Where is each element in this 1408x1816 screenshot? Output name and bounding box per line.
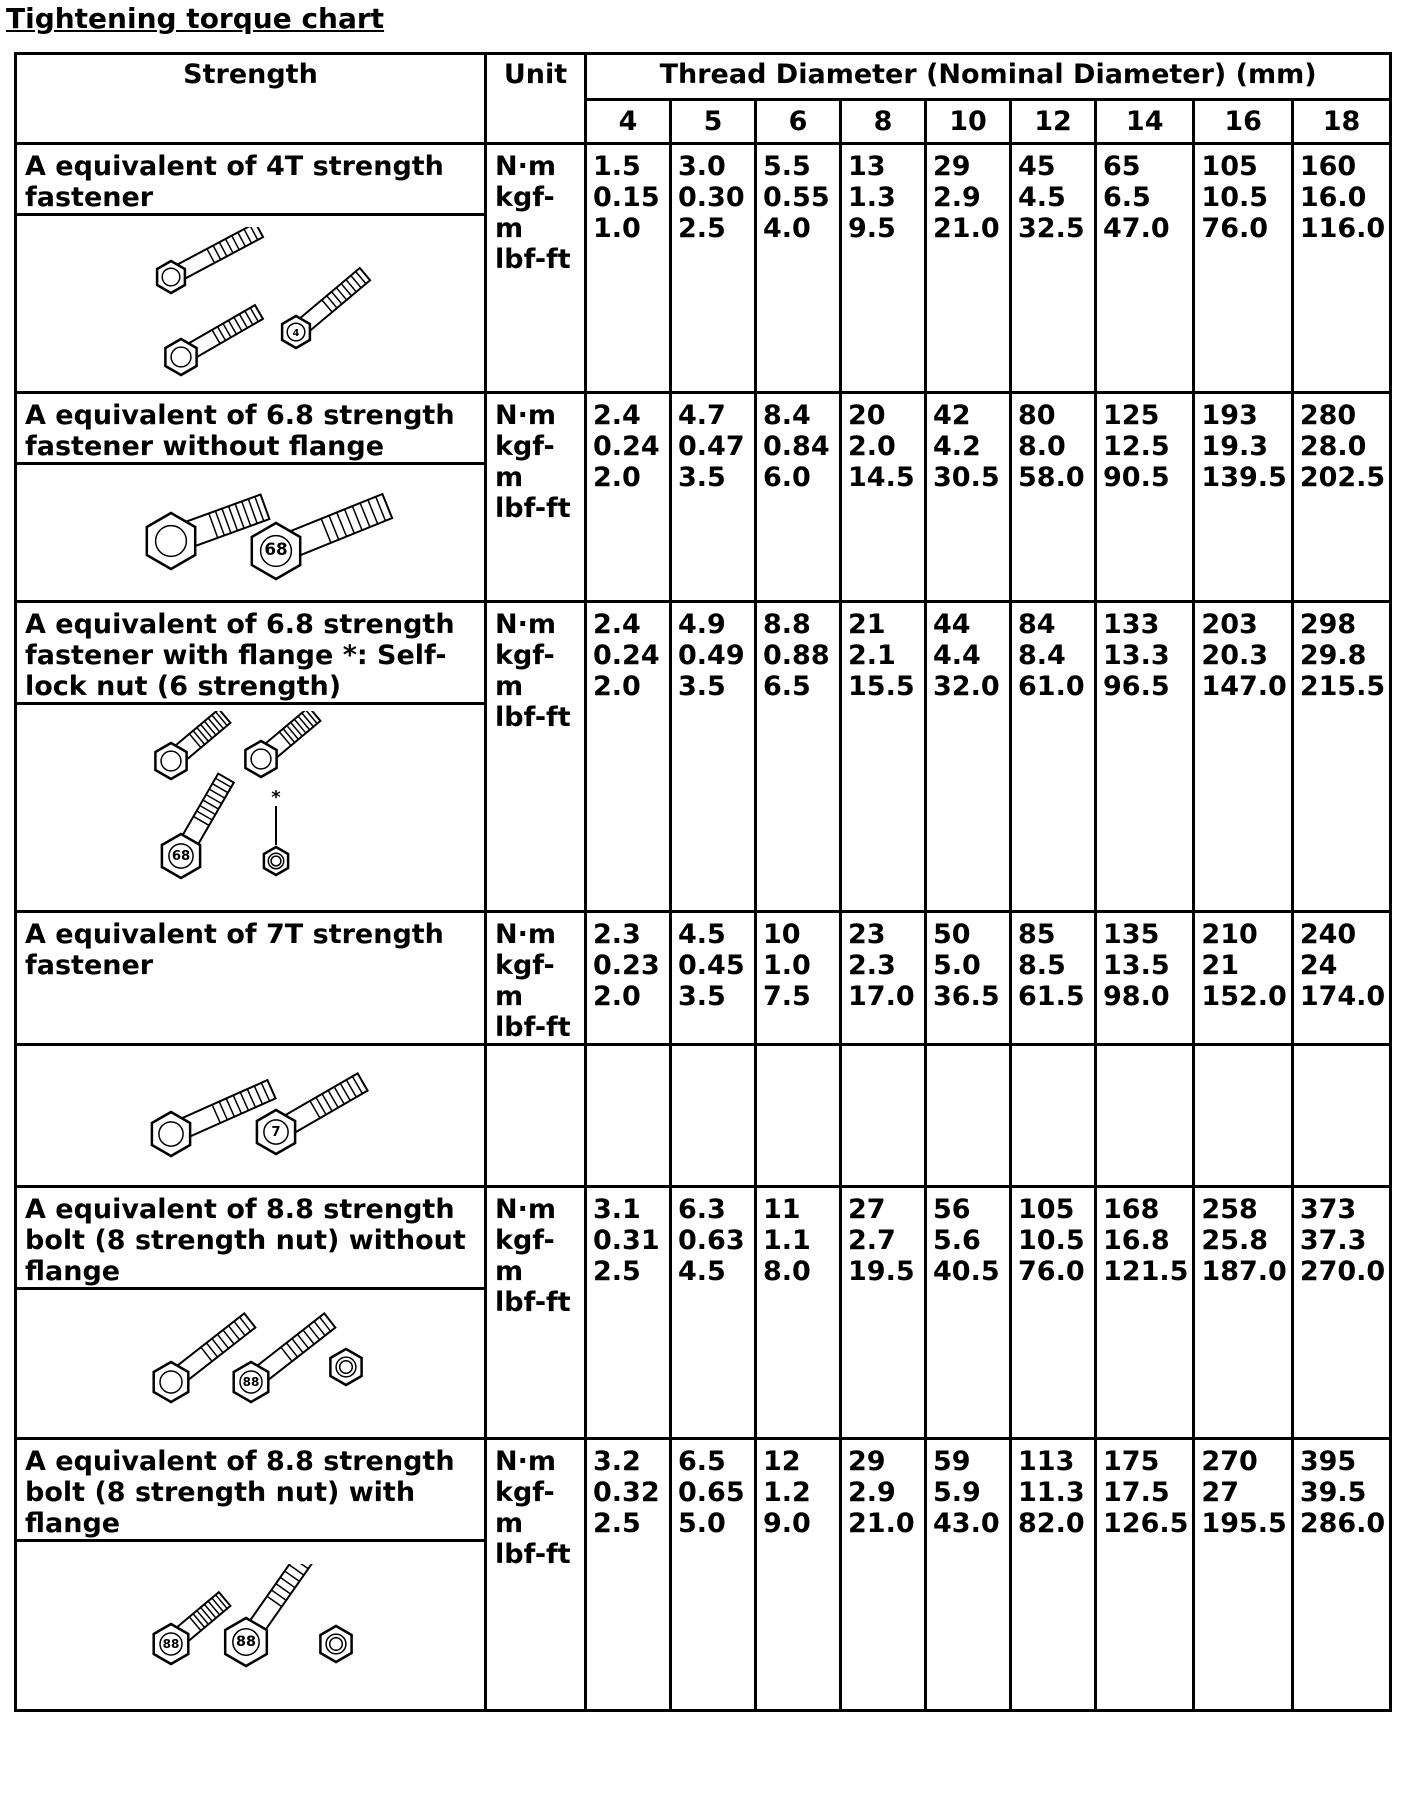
torque-value: 4.4: [933, 640, 981, 671]
unit-cell: [486, 144, 586, 393]
torque-value: 4.7: [678, 400, 726, 431]
torque-value: 240: [1299, 919, 1357, 950]
torque-cell-10: [926, 393, 1011, 602]
torque-cell-10: [926, 1187, 1011, 1439]
torque-value: 0.30: [678, 182, 745, 213]
torque-cell-4: [586, 144, 671, 393]
torque-value: 59: [933, 1446, 971, 1477]
torque-value: 43.0: [933, 1508, 1000, 1539]
torque-value: 11: [763, 1194, 801, 1225]
torque-cell-5: [671, 393, 756, 602]
torque-cell-4: [586, 393, 671, 602]
torque-value: 2.5: [593, 1256, 641, 1287]
torque-value: 98.0: [1103, 981, 1170, 1012]
torque-value: 160: [1299, 151, 1357, 182]
torque-value: 4.5: [1018, 182, 1066, 213]
diameter-header-5: 5: [671, 100, 756, 144]
torque-cell-8: [841, 393, 926, 602]
torque-value: 2.3: [848, 950, 896, 981]
torque-value: 36.5: [933, 981, 1000, 1012]
unit-line: kgf-: [495, 1477, 555, 1508]
torque-value: 105: [1201, 151, 1258, 182]
diameter-header-8: 8: [841, 100, 926, 144]
torque-cell-5: [671, 1187, 756, 1439]
svg-text:88: 88: [162, 1636, 179, 1651]
torque-value: 135: [1103, 919, 1160, 950]
torque-value: 21: [848, 609, 886, 640]
unit-cell: [486, 1439, 586, 1711]
unit-line: N·m: [495, 1194, 556, 1225]
empty-cell: [1292, 1045, 1390, 1187]
torque-cell-16: [1194, 912, 1292, 1045]
torque-value: 373: [1299, 1194, 1357, 1225]
torque-cell-18: [1292, 144, 1390, 393]
torque-value: 0.23: [593, 950, 660, 981]
torque-value: 3.1: [593, 1194, 641, 1225]
torque-value: 2.0: [593, 671, 641, 702]
unit-line: m: [495, 671, 524, 702]
torque-value: 125: [1103, 400, 1160, 431]
torque-value: 139.5: [1201, 462, 1287, 493]
torque-cell-18: [1292, 912, 1390, 1045]
torque-value: 9.5: [848, 213, 896, 244]
svg-text:68: 68: [171, 848, 190, 864]
torque-value: 8.4: [1018, 640, 1066, 671]
torque-value: 4.5: [678, 919, 726, 950]
torque-cell-18: [1292, 393, 1390, 602]
torque-value: 8.0: [763, 1256, 811, 1287]
torque-value: 6.3: [678, 1194, 726, 1225]
torque-value: 16.0: [1299, 182, 1367, 213]
unit-line: kgf-: [495, 1225, 555, 1256]
diameter-header-16: 16: [1194, 100, 1292, 144]
torque-cell-10: [926, 1439, 1011, 1711]
torque-value: 11.3: [1018, 1477, 1085, 1508]
empty-cell: [1194, 1045, 1292, 1187]
torque-value: 58.0: [1018, 462, 1085, 493]
torque-value: 258: [1201, 1194, 1258, 1225]
bolts-7t-icon: [101, 1064, 401, 1164]
torque-value: 76.0: [1018, 1256, 1085, 1287]
strength-name: A equivalent of 7T strength fastener: [16, 912, 486, 1045]
torque-value: 2.0: [848, 431, 896, 462]
fastener-illustration: [16, 215, 486, 393]
torque-value: 195.5: [1201, 1508, 1287, 1539]
bolts-6-8-no-flange-icon: [101, 476, 401, 586]
torque-value: 24: [1299, 950, 1338, 981]
torque-value: 10.5: [1201, 182, 1269, 213]
torque-value: 121.5: [1103, 1256, 1189, 1287]
torque-cell-12: [1011, 1187, 1096, 1439]
fastener-illustration: [16, 1541, 486, 1711]
unit-line: lbf-ft: [495, 702, 571, 733]
torque-cell-18: [1292, 602, 1390, 912]
torque-value: 0.63: [678, 1225, 745, 1256]
torque-value: 29.8: [1299, 640, 1367, 671]
strength-name: A equivalent of 4T strength fastener: [16, 144, 486, 215]
torque-value: 32.0: [933, 671, 1000, 702]
torque-cell-4: [586, 912, 671, 1045]
torque-cell-4: [586, 1439, 671, 1711]
diameter-header-14: 14: [1096, 100, 1194, 144]
torque-value: 82.0: [1018, 1508, 1085, 1539]
torque-value: 56: [933, 1194, 971, 1225]
torque-value: 105: [1018, 1194, 1075, 1225]
torque-value: 90.5: [1103, 462, 1170, 493]
torque-cell-14: [1096, 602, 1194, 912]
torque-value: 5.5: [763, 151, 811, 182]
torque-value: 187.0: [1201, 1256, 1287, 1287]
svg-text:88: 88: [235, 1633, 256, 1650]
torque-cell-18: [1292, 1439, 1390, 1711]
torque-value: 193: [1201, 400, 1258, 431]
torque-value: 210: [1201, 919, 1258, 950]
unit-line: N·m: [495, 919, 556, 950]
unit-line: lbf-ft: [495, 493, 571, 524]
torque-value: 5.6: [933, 1225, 981, 1256]
thread-diameter-header: Thread Diameter (Nominal Diameter) (mm): [586, 54, 1391, 100]
bolts-6-8-flange-icon: [101, 711, 401, 901]
unit-cell: [486, 1187, 586, 1439]
torque-value: 5.0: [933, 950, 981, 981]
unit-line: kgf-: [495, 950, 555, 981]
torque-table: [14, 52, 1392, 1712]
torque-cell-4: [586, 602, 671, 912]
torque-cell-10: [926, 912, 1011, 1045]
torque-value: 12: [763, 1446, 801, 1477]
torque-value: 3.5: [678, 671, 726, 702]
torque-cell-6: [756, 144, 841, 393]
torque-cell-14: [1096, 912, 1194, 1045]
diameter-header-10: 10: [926, 100, 1011, 144]
torque-value: 147.0: [1201, 671, 1287, 702]
strength-name: A equivalent of 8.8 strength bolt (8 strength nut) with flange: [16, 1439, 486, 1541]
torque-value: 2.1: [848, 640, 896, 671]
torque-value: 168: [1103, 1194, 1160, 1225]
torque-value: 65: [1103, 151, 1141, 182]
torque-value: 3.5: [678, 981, 726, 1012]
unit-cell: [486, 393, 586, 602]
torque-value: 202.5: [1299, 462, 1386, 493]
torque-value: 76.0: [1201, 213, 1269, 244]
torque-value: 1.1: [763, 1225, 811, 1256]
torque-value: 2.9: [933, 182, 981, 213]
torque-value: 6.5: [763, 671, 811, 702]
torque-value: 13: [848, 151, 886, 182]
torque-value: 3.0: [678, 151, 726, 182]
torque-value: 0.88: [763, 640, 830, 671]
torque-cell-6: [756, 393, 841, 602]
strength-name: A equivalent of 6.8 strength fastener without flange: [16, 393, 486, 464]
torque-value: 17.0: [848, 981, 915, 1012]
unit-line: kgf-: [495, 182, 555, 213]
torque-value: 1.3: [848, 182, 896, 213]
svg-text:68: 68: [263, 538, 288, 559]
bolts-8-8-flange-icon: [101, 1564, 401, 1684]
torque-cell-6: [756, 912, 841, 1045]
torque-value: 2.5: [678, 213, 726, 244]
fastener-illustration: [16, 704, 486, 912]
torque-value: 37.3: [1299, 1225, 1367, 1256]
unit-line: N·m: [495, 1446, 556, 1477]
torque-value: 0.31: [593, 1225, 660, 1256]
unit-line: kgf-: [495, 640, 555, 671]
torque-value: 28.0: [1299, 431, 1367, 462]
empty-cell: [586, 1045, 671, 1187]
torque-cell-8: [841, 912, 926, 1045]
torque-value: 0.45: [678, 950, 745, 981]
torque-value: 45: [1018, 151, 1056, 182]
torque-cell-5: [671, 912, 756, 1045]
torque-value: 8.0: [1018, 431, 1066, 462]
torque-value: 1.2: [763, 1477, 811, 1508]
torque-value: 6.5: [678, 1446, 726, 1477]
unit-line: m: [495, 1508, 524, 1539]
torque-cell-16: [1194, 393, 1292, 602]
torque-value: 13.5: [1103, 950, 1170, 981]
torque-value: 2.7: [848, 1225, 896, 1256]
torque-value: 2.3: [593, 919, 641, 950]
torque-value: 0.32: [593, 1477, 660, 1508]
torque-cell-12: [1011, 144, 1096, 393]
torque-value: 0.24: [593, 640, 660, 671]
torque-cell-6: [756, 602, 841, 912]
diameter-header-12: 12: [1011, 100, 1096, 144]
torque-value: 1.5: [593, 151, 641, 182]
torque-value: 12.5: [1103, 431, 1170, 462]
torque-value: 1.0: [593, 213, 641, 244]
torque-value: 5.9: [933, 1477, 981, 1508]
torque-value: 20.3: [1201, 640, 1269, 671]
strength-name: A equivalent of 6.8 strength fastener with flange *: Self-lock nut (6 strength): [16, 602, 486, 704]
torque-value: 61.0: [1018, 671, 1085, 702]
torque-cell-14: [1096, 393, 1194, 602]
bolts-8-8-no-flange-icon: [101, 1307, 401, 1417]
torque-cell-18: [1292, 1187, 1390, 1439]
torque-cell-16: [1194, 144, 1292, 393]
torque-value: 133: [1103, 609, 1160, 640]
empty-cell: [1096, 1045, 1194, 1187]
torque-value: 19.5: [848, 1256, 915, 1287]
torque-value: 2.4: [593, 609, 641, 640]
torque-value: 2.5: [593, 1508, 641, 1539]
torque-cell-12: [1011, 1439, 1096, 1711]
empty-cell: [841, 1045, 926, 1187]
torque-value: 298: [1299, 609, 1357, 640]
unit-line: m: [495, 981, 524, 1012]
torque-cell-14: [1096, 1187, 1194, 1439]
torque-value: 3.5: [678, 462, 726, 493]
torque-value: 61.5: [1018, 981, 1085, 1012]
torque-value: 10: [763, 919, 801, 950]
strength-header: Strength: [16, 54, 486, 144]
unit-line: N·m: [495, 400, 556, 431]
fastener-illustration: [16, 1289, 486, 1439]
torque-value: 395: [1299, 1446, 1357, 1477]
torque-value: 0.49: [678, 640, 745, 671]
torque-value: 32.5: [1018, 213, 1085, 244]
torque-value: 8.8: [763, 609, 811, 640]
unit-cell: [486, 602, 586, 912]
torque-cell-12: [1011, 602, 1096, 912]
torque-cell-16: [1194, 602, 1292, 912]
torque-value: 3.2: [593, 1446, 641, 1477]
torque-value: 21.0: [848, 1508, 915, 1539]
torque-value: 85: [1018, 919, 1056, 950]
diameter-header-4: 4: [586, 100, 671, 144]
unit-line: m: [495, 1256, 524, 1287]
torque-value: 27: [848, 1194, 886, 1225]
torque-value: 270: [1201, 1446, 1258, 1477]
torque-value: 39.5: [1299, 1477, 1367, 1508]
torque-value: 96.5: [1103, 671, 1170, 702]
torque-cell-16: [1194, 1187, 1292, 1439]
svg-text:88: 88: [242, 1374, 259, 1389]
torque-value: 5.0: [678, 1508, 726, 1539]
svg-text:4: 4: [292, 327, 299, 339]
torque-value: 203: [1201, 609, 1258, 640]
unit-line: lbf-ft: [495, 1012, 571, 1043]
torque-value: 84: [1018, 609, 1056, 640]
torque-value: 2.4: [593, 400, 641, 431]
torque-value: 16.8: [1103, 1225, 1170, 1256]
torque-cell-4: [586, 1187, 671, 1439]
torque-cell-8: [841, 602, 926, 912]
torque-value: 0.47: [678, 431, 745, 462]
torque-value: 113: [1018, 1446, 1075, 1477]
torque-value: 116.0: [1299, 213, 1386, 244]
svg-text:*: *: [270, 786, 281, 808]
torque-value: 19.3: [1201, 431, 1269, 462]
torque-value: 10.5: [1018, 1225, 1085, 1256]
torque-value: 23: [848, 919, 886, 950]
torque-value: 7.5: [763, 981, 811, 1012]
torque-value: 286.0: [1299, 1508, 1386, 1539]
torque-cell-8: [841, 1439, 926, 1711]
torque-value: 4.0: [763, 213, 811, 244]
torque-value: 1.0: [763, 950, 811, 981]
torque-value: 4.9: [678, 609, 726, 640]
torque-value: 0.55: [763, 182, 830, 213]
torque-value: 175: [1103, 1446, 1160, 1477]
torque-cell-5: [671, 1439, 756, 1711]
torque-cell-12: [1011, 393, 1096, 602]
torque-value: 47.0: [1103, 213, 1170, 244]
unit-line: kgf-: [495, 431, 555, 462]
unit-line: N·m: [495, 609, 556, 640]
torque-cell-8: [841, 144, 926, 393]
torque-value: 21: [1201, 950, 1239, 981]
torque-value: 4.2: [933, 431, 981, 462]
torque-value: 29: [933, 151, 971, 182]
empty-cell: [486, 1045, 586, 1187]
torque-value: 8.5: [1018, 950, 1066, 981]
torque-value: 40.5: [933, 1256, 1000, 1287]
torque-value: 25.8: [1201, 1225, 1269, 1256]
torque-value: 174.0: [1299, 981, 1386, 1012]
fastener-illustration: [16, 464, 486, 602]
torque-value: 80: [1018, 400, 1056, 431]
torque-cell-5: [671, 602, 756, 912]
torque-value: 13.3: [1103, 640, 1170, 671]
page-title: Tightening torque chart: [6, 2, 385, 35]
empty-cell: [1011, 1045, 1096, 1187]
torque-value: 152.0: [1201, 981, 1287, 1012]
strength-name: A equivalent of 8.8 strength bolt (8 strength nut) without flange: [16, 1187, 486, 1289]
torque-value: 0.65: [678, 1477, 745, 1508]
torque-value: 0.24: [593, 431, 660, 462]
torque-value: 30.5: [933, 462, 1000, 493]
torque-value: 14.5: [848, 462, 915, 493]
torque-cell-6: [756, 1187, 841, 1439]
torque-value: 280: [1299, 400, 1357, 431]
torque-value: 0.84: [763, 431, 830, 462]
torque-value: 215.5: [1299, 671, 1386, 702]
torque-value: 42: [933, 400, 971, 431]
torque-value: 29: [848, 1446, 886, 1477]
torque-value: 9.0: [763, 1508, 811, 1539]
torque-cell-10: [926, 144, 1011, 393]
torque-cell-16: [1194, 1439, 1292, 1711]
torque-value: 6.0: [763, 462, 811, 493]
torque-cell-12: [1011, 912, 1096, 1045]
torque-value: 0.15: [593, 182, 660, 213]
torque-value: 15.5: [848, 671, 915, 702]
torque-cell-5: [671, 144, 756, 393]
torque-value: 2.0: [593, 981, 641, 1012]
empty-cell: [671, 1045, 756, 1187]
fastener-illustration: [16, 1045, 486, 1187]
torque-value: 17.5: [1103, 1477, 1170, 1508]
diameter-header-6: 6: [756, 100, 841, 144]
empty-cell: [926, 1045, 1011, 1187]
unit-header: Unit: [486, 54, 586, 144]
unit-line: lbf-ft: [495, 1539, 571, 1570]
torque-value: 8.4: [763, 400, 811, 431]
unit-line: m: [495, 462, 524, 493]
unit-line: N·m: [495, 151, 556, 182]
torque-value: 2.0: [593, 462, 641, 493]
unit-line: m: [495, 213, 524, 244]
torque-value: 20: [848, 400, 886, 431]
torque-value: 21.0: [933, 213, 1000, 244]
svg-text:7: 7: [270, 1124, 281, 1140]
torque-cell-10: [926, 602, 1011, 912]
torque-value: 44: [933, 609, 971, 640]
torque-value: 270.0: [1299, 1256, 1386, 1287]
torque-value: 126.5: [1103, 1508, 1189, 1539]
torque-value: 50: [933, 919, 971, 950]
unit-line: lbf-ft: [495, 1287, 571, 1318]
torque-value: 2.9: [848, 1477, 896, 1508]
torque-cell-6: [756, 1439, 841, 1711]
empty-cell: [756, 1045, 841, 1187]
torque-value: 4.5: [678, 1256, 726, 1287]
unit-cell: [486, 912, 586, 1045]
torque-value: 27: [1201, 1477, 1239, 1508]
unit-line: lbf-ft: [495, 244, 571, 275]
torque-cell-8: [841, 1187, 926, 1439]
torque-cell-14: [1096, 144, 1194, 393]
bolts-4t-icon: [101, 227, 401, 377]
torque-cell-14: [1096, 1439, 1194, 1711]
torque-value: 6.5: [1103, 182, 1151, 213]
diameter-header-18: 18: [1292, 100, 1390, 144]
